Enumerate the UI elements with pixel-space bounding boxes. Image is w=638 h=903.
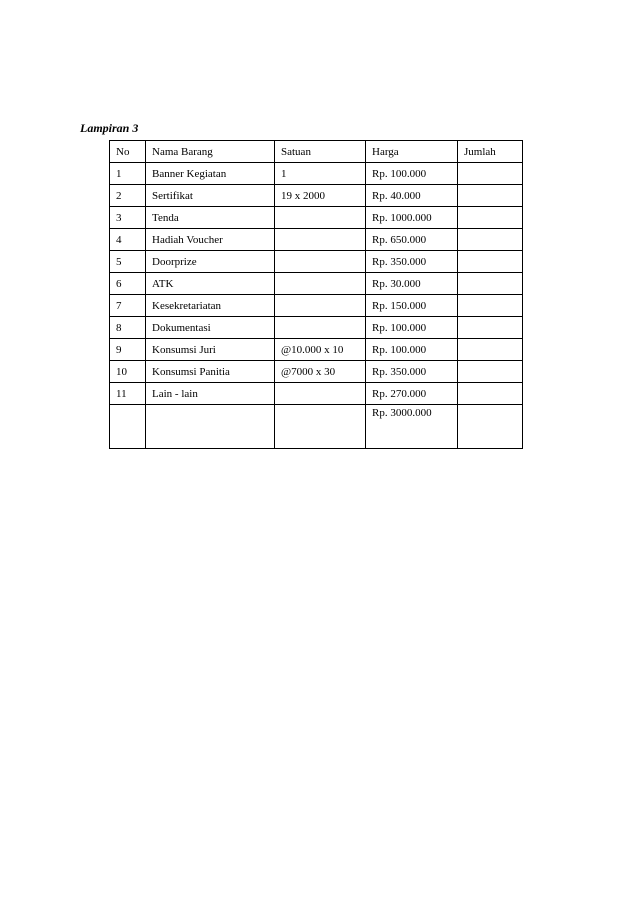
table-row [110, 273, 523, 295]
cell-total-harga: Rp. 3000.000 [366, 405, 458, 449]
cell-harga: Rp. 270.000 [366, 383, 458, 405]
cell-harga: Rp. 650.000 [366, 229, 458, 251]
table-row [110, 185, 523, 207]
cell-harga: Rp. 150.000 [366, 295, 458, 317]
table-row [110, 295, 523, 317]
cell-no: 6 [110, 273, 146, 295]
cell-satuan [275, 207, 366, 229]
cell-harga: Rp. 40.000 [366, 185, 458, 207]
cell-harga: Rp. 100.000 [366, 163, 458, 185]
cell-jumlah [458, 251, 523, 273]
cell-no: 8 [110, 317, 146, 339]
header-satuan: Satuan [275, 141, 366, 163]
cell-no: 9 [110, 339, 146, 361]
cell-no: 11 [110, 383, 146, 405]
cell-satuan [275, 229, 366, 251]
cell-no: 4 [110, 229, 146, 251]
cell-jumlah [458, 207, 523, 229]
cell-nama-barang: Konsumsi Panitia [146, 361, 275, 383]
cell-nama-barang: Banner Kegiatan [146, 163, 275, 185]
cell-jumlah [458, 361, 523, 383]
cell-nama-barang: Tenda [146, 207, 275, 229]
cell-harga: Rp. 30.000 [366, 273, 458, 295]
cell-nama-barang: Doorprize [146, 251, 275, 273]
cell-jumlah [458, 339, 523, 361]
cell-satuan [275, 251, 366, 273]
cell-no: 5 [110, 251, 146, 273]
budget-table [109, 140, 523, 449]
cell-jumlah [458, 185, 523, 207]
cell-harga: Rp. 100.000 [366, 317, 458, 339]
cell-satuan: @7000 x 30 [275, 361, 366, 383]
cell-satuan: @10.000 x 10 [275, 339, 366, 361]
cell-no: 3 [110, 207, 146, 229]
table-row [110, 207, 523, 229]
table-row [110, 251, 523, 273]
header-nama-barang: Nama Barang [146, 141, 275, 163]
table-header-row [110, 141, 523, 163]
cell-nama-barang: Konsumsi Juri [146, 339, 275, 361]
cell-harga: Rp. 350.000 [366, 361, 458, 383]
table-row [110, 229, 523, 251]
cell-satuan [275, 383, 366, 405]
cell-harga: Rp. 350.000 [366, 251, 458, 273]
table-total-row [110, 405, 523, 449]
cell-no: 10 [110, 361, 146, 383]
cell-jumlah [458, 383, 523, 405]
cell-jumlah [458, 405, 523, 449]
cell-no: 7 [110, 295, 146, 317]
cell-nama-barang: Sertifikat [146, 185, 275, 207]
cell-nama-barang [146, 405, 275, 449]
table-row [110, 361, 523, 383]
cell-jumlah [458, 295, 523, 317]
cell-satuan [275, 295, 366, 317]
cell-jumlah [458, 273, 523, 295]
cell-nama-barang: Kesekretariatan [146, 295, 275, 317]
cell-harga: Rp. 100.000 [366, 339, 458, 361]
table-row [110, 163, 523, 185]
header-jumlah: Jumlah [458, 141, 523, 163]
cell-satuan: 19 x 2000 [275, 185, 366, 207]
cell-satuan [275, 405, 366, 449]
cell-harga: Rp. 1000.000 [366, 207, 458, 229]
cell-satuan: 1 [275, 163, 366, 185]
cell-nama-barang: ATK [146, 273, 275, 295]
cell-no [110, 405, 146, 449]
cell-no: 2 [110, 185, 146, 207]
table-row [110, 317, 523, 339]
cell-nama-barang: Dokumentasi [146, 317, 275, 339]
cell-jumlah [458, 163, 523, 185]
cell-jumlah [458, 317, 523, 339]
page-heading: Lampiran 3 [80, 121, 139, 135]
cell-satuan [275, 273, 366, 295]
header-harga: Harga [366, 141, 458, 163]
cell-nama-barang: Hadiah Voucher [146, 229, 275, 251]
cell-nama-barang: Lain - lain [146, 383, 275, 405]
cell-jumlah [458, 229, 523, 251]
header-no: No [110, 141, 146, 163]
table-row [110, 339, 523, 361]
cell-no: 1 [110, 163, 146, 185]
cell-satuan [275, 317, 366, 339]
table-row [110, 383, 523, 405]
